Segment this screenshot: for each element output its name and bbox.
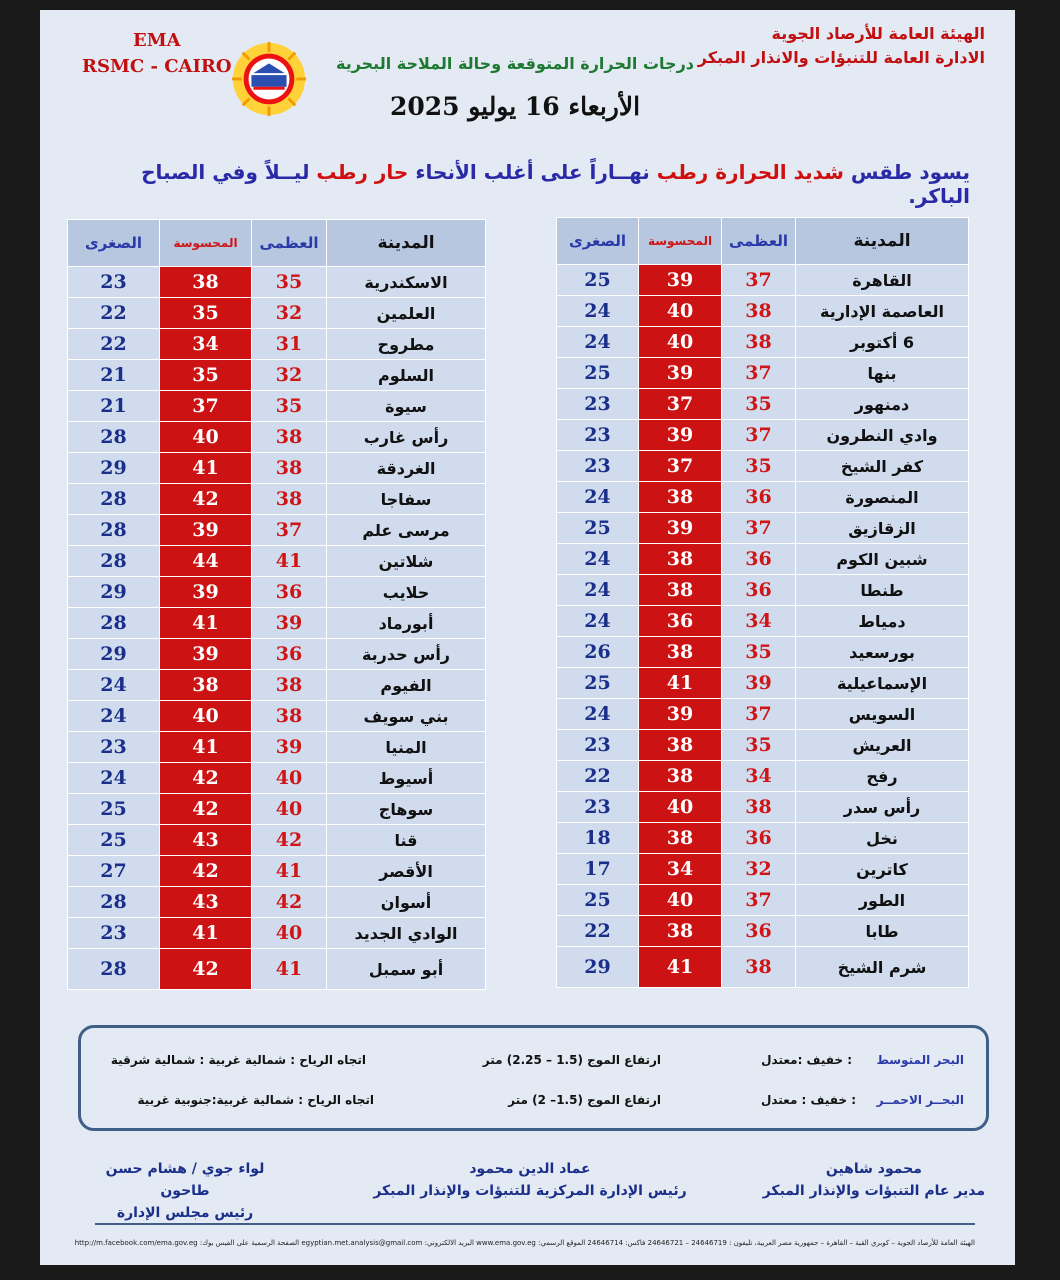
city-cell: وادي النطرون [796, 420, 969, 451]
max-temp-cell: 37 [722, 265, 796, 296]
min-temp-cell: 24 [557, 575, 639, 606]
feels-like-cell: 38 [639, 730, 722, 761]
temperature-table-left [67, 219, 486, 990]
feels-like-cell: 42 [160, 763, 252, 794]
table-row [557, 761, 969, 792]
feels-like-cell: 40 [160, 422, 252, 453]
city-cell: بنها [796, 358, 969, 389]
city-cell: سوهاج [327, 794, 486, 825]
max-temp-cell: 36 [722, 482, 796, 513]
table-row [557, 296, 969, 327]
max-temp-cell: 40 [252, 918, 327, 949]
min-temp-cell: 25 [557, 668, 639, 699]
sea-conditions-box [78, 1025, 989, 1131]
feels-like-cell: 41 [160, 732, 252, 763]
min-temp-cell: 22 [68, 298, 160, 329]
city-cell: رأس حدربة [327, 639, 486, 670]
city-cell: سفاجا [327, 484, 486, 515]
max-temp-cell: 38 [252, 484, 327, 515]
feels-like-cell: 42 [160, 794, 252, 825]
min-temp-cell: 25 [557, 513, 639, 544]
table-row [68, 701, 486, 732]
signature-title: رئيس الإدارة المركزية للتنبؤات والإنذار المبكر [373, 1183, 687, 1199]
feels-like-cell: 38 [639, 637, 722, 668]
min-temp-cell: 23 [557, 451, 639, 482]
feels-like-cell: 40 [639, 792, 722, 823]
table-row [68, 298, 486, 329]
feels-like-cell: 39 [160, 639, 252, 670]
city-cell: بورسعيد [796, 637, 969, 668]
city-cell: العاصمة الإدارية [796, 296, 969, 327]
min-temp-cell: 28 [68, 949, 160, 990]
max-temp-cell: 35 [252, 391, 327, 422]
table-row [557, 451, 969, 482]
feels-like-cell: 36 [639, 606, 722, 637]
max-temp-cell: 37 [722, 513, 796, 544]
min-temp-cell: 23 [557, 792, 639, 823]
bulletin-sheet [40, 10, 1015, 1265]
feels-like-cell: 42 [160, 949, 252, 990]
min-temp-cell: 23 [68, 918, 160, 949]
feels-like-cell: 39 [639, 420, 722, 451]
city-cell: الوادي الجديد [327, 918, 486, 949]
table-row [557, 482, 969, 513]
feels-like-cell: 42 [160, 856, 252, 887]
table-row [68, 856, 486, 887]
table-row [557, 420, 969, 451]
signature-title: مدير عام التنبؤات والإنذار المبكر [762, 1183, 985, 1199]
max-temp-cell: 37 [722, 699, 796, 730]
table-row [557, 637, 969, 668]
table-row [68, 670, 486, 701]
table-row [68, 763, 486, 794]
max-temp-cell: 36 [722, 544, 796, 575]
feels-like-cell: 39 [639, 513, 722, 544]
feels-like-cell: 38 [639, 916, 722, 947]
feels-like-cell: 43 [160, 825, 252, 856]
wind-direction-med: اتجاه الرياح : شمالية غربية : شمالية شرقية [110, 1053, 366, 1067]
feels-like-cell: 38 [639, 761, 722, 792]
table-row [68, 949, 486, 990]
min-temp-cell: 23 [557, 389, 639, 420]
min-temp-cell: 25 [557, 885, 639, 916]
min-temp-cell: 17 [557, 854, 639, 885]
max-temp-cell: 38 [252, 670, 327, 701]
max-temp-cell: 35 [722, 730, 796, 761]
feels-like-cell: 41 [160, 453, 252, 484]
min-temp-cell: 25 [68, 794, 160, 825]
feels-like-cell: 34 [160, 329, 252, 360]
city-cell: أسيوط [327, 763, 486, 794]
org-ar-line-1: الهيئة العامة للأرصاد الجوية [771, 24, 985, 43]
max-temp-cell: 40 [252, 794, 327, 825]
city-cell: مرسى علم [327, 515, 486, 546]
max-temp-cell: 34 [722, 606, 796, 637]
city-cell: الاسكندرية [327, 267, 486, 298]
col-header-city: المدينة [327, 220, 486, 267]
min-temp-cell: 24 [557, 327, 639, 358]
city-cell: 6 أكتوبر [796, 327, 969, 358]
city-cell: طابا [796, 916, 969, 947]
table-row [68, 360, 486, 391]
feels-like-cell: 39 [639, 265, 722, 296]
feels-like-cell: 34 [639, 854, 722, 885]
feels-like-cell: 41 [639, 668, 722, 699]
min-temp-cell: 28 [68, 515, 160, 546]
max-temp-cell: 35 [722, 389, 796, 420]
city-cell: أبورماد [327, 608, 486, 639]
bulletin-date: الأربعاء 16 يوليو 2025 [389, 92, 641, 121]
org-arabic [698, 22, 985, 70]
min-temp-cell: 25 [557, 265, 639, 296]
col-header-feel: المحسوسة [160, 220, 252, 267]
feels-like-cell: 37 [639, 451, 722, 482]
city-cell: السلوم [327, 360, 486, 391]
table-row [68, 329, 486, 360]
city-cell: أبو سمبل [327, 949, 486, 990]
city-cell: الأقصر [327, 856, 486, 887]
max-temp-cell: 41 [252, 856, 327, 887]
min-temp-cell: 29 [68, 639, 160, 670]
table-header-row [557, 218, 969, 265]
table-row [557, 792, 969, 823]
max-temp-cell: 41 [252, 949, 327, 990]
feels-like-cell: 35 [160, 360, 252, 391]
max-temp-cell: 38 [722, 296, 796, 327]
min-temp-cell: 28 [68, 422, 160, 453]
city-cell: العريش [796, 730, 969, 761]
feels-like-cell: 43 [160, 887, 252, 918]
city-cell: نخل [796, 823, 969, 854]
min-temp-cell: 27 [68, 856, 160, 887]
min-temp-cell: 23 [68, 267, 160, 298]
feels-like-cell: 42 [160, 484, 252, 515]
table-row [68, 825, 486, 856]
feels-like-cell: 37 [639, 389, 722, 420]
headline-part-5: ليــلاً وفي الصباح الباكر. [141, 160, 970, 208]
min-temp-cell: 23 [557, 420, 639, 451]
col-header-max: العظمى [252, 220, 327, 267]
city-cell: رأس سدر [796, 792, 969, 823]
min-temp-cell: 28 [68, 608, 160, 639]
table-row [557, 916, 969, 947]
min-temp-cell: 21 [68, 391, 160, 422]
max-temp-cell: 36 [722, 823, 796, 854]
min-temp-cell: 23 [68, 732, 160, 763]
city-cell: حلايب [327, 577, 486, 608]
min-temp-cell: 29 [68, 453, 160, 484]
table-row [68, 484, 486, 515]
table-row [557, 823, 969, 854]
min-temp-cell: 24 [68, 670, 160, 701]
max-temp-cell: 38 [252, 422, 327, 453]
table-row [557, 389, 969, 420]
org-ar-line-2: الادارة العامة للتنبؤات والانذار المبكر [697, 48, 985, 67]
feels-like-cell: 40 [639, 327, 722, 358]
table-row [68, 887, 486, 918]
min-temp-cell: 24 [68, 763, 160, 794]
headline-part-2: شديد الحرارة رطب [656, 160, 844, 184]
min-temp-cell: 28 [68, 546, 160, 577]
city-cell: قنا [327, 825, 486, 856]
city-cell: طنطا [796, 575, 969, 606]
city-cell: الطور [796, 885, 969, 916]
feels-like-cell: 39 [160, 515, 252, 546]
table-row [68, 577, 486, 608]
bulletin-subtitle: درجات الحرارة المتوقعة وحالة الملاحة البحرية [335, 54, 694, 73]
max-temp-cell: 32 [722, 854, 796, 885]
city-cell: الغردقة [327, 453, 486, 484]
city-cell: رأس غارب [327, 422, 486, 453]
city-cell: شبين الكوم [796, 544, 969, 575]
min-temp-cell: 24 [557, 699, 639, 730]
feels-like-cell: 38 [639, 823, 722, 854]
feels-like-cell: 41 [160, 918, 252, 949]
table-row [68, 608, 486, 639]
max-temp-cell: 32 [252, 360, 327, 391]
min-temp-cell: 29 [68, 577, 160, 608]
city-cell: المنيا [327, 732, 486, 763]
table-row [68, 267, 486, 298]
min-temp-cell: 23 [557, 730, 639, 761]
min-temp-cell: 18 [557, 823, 639, 854]
city-cell: مطروح [327, 329, 486, 360]
city-cell: الفيوم [327, 670, 486, 701]
table-row [557, 544, 969, 575]
table-row [68, 918, 486, 949]
city-cell: كاترين [796, 854, 969, 885]
table-row [68, 794, 486, 825]
city-cell: كفر الشيخ [796, 451, 969, 482]
min-temp-cell: 22 [557, 761, 639, 792]
max-temp-cell: 35 [252, 267, 327, 298]
feels-like-cell: 44 [160, 546, 252, 577]
col-header-feel: المحسوسة [639, 218, 722, 265]
ema-logo-icon [230, 40, 308, 118]
signature-name: عماد الدين محمود [469, 1161, 591, 1177]
temperature-table-right [556, 217, 969, 988]
max-temp-cell: 36 [252, 639, 327, 670]
max-temp-cell: 37 [722, 885, 796, 916]
city-cell: شلاتين [327, 546, 486, 577]
max-temp-cell: 38 [722, 792, 796, 823]
city-cell: دمنهور [796, 389, 969, 420]
max-temp-cell: 35 [722, 637, 796, 668]
min-temp-cell: 24 [557, 606, 639, 637]
max-temp-cell: 31 [252, 329, 327, 360]
table-row [557, 358, 969, 389]
signature-name: لواء جوي / هشام حسن طاحون [105, 1161, 265, 1199]
max-temp-cell: 38 [722, 327, 796, 358]
city-cell: سيوة [327, 391, 486, 422]
table-row [557, 606, 969, 637]
wind-direction-red: اتجاه الرياح : شمالية غربية:جنوبية غربية [137, 1093, 374, 1107]
footer-divider [95, 1223, 975, 1225]
max-temp-cell: 36 [722, 916, 796, 947]
feels-like-cell: 39 [639, 358, 722, 389]
col-header-min: الصغرى [68, 220, 160, 267]
max-temp-cell: 37 [722, 420, 796, 451]
max-temp-cell: 39 [252, 732, 327, 763]
max-temp-cell: 36 [722, 575, 796, 606]
max-temp-cell: 38 [722, 947, 796, 988]
signature-1 [763, 1158, 985, 1202]
table-row [68, 546, 486, 577]
signature-2 [370, 1158, 690, 1202]
org-english [82, 28, 232, 80]
table-row [68, 422, 486, 453]
city-cell: المنصورة [796, 482, 969, 513]
max-temp-cell: 38 [252, 453, 327, 484]
feels-like-cell: 35 [160, 298, 252, 329]
city-cell: دمياط [796, 606, 969, 637]
feels-like-cell: 40 [160, 701, 252, 732]
min-temp-cell: 26 [557, 637, 639, 668]
city-cell: الزقازيق [796, 513, 969, 544]
wave-height-red: ارتفاع الموج (1.5– 2) متر [508, 1093, 661, 1107]
min-temp-cell: 28 [68, 484, 160, 515]
min-temp-cell: 25 [68, 825, 160, 856]
table-header-row [68, 220, 486, 267]
table-row [68, 515, 486, 546]
max-temp-cell: 39 [722, 668, 796, 699]
city-cell: العلمين [327, 298, 486, 329]
max-temp-cell: 41 [252, 546, 327, 577]
min-temp-cell: 22 [557, 916, 639, 947]
feels-like-cell: 41 [639, 947, 722, 988]
table-row [557, 699, 969, 730]
col-header-max: العظمى [722, 218, 796, 265]
signature-name: محمود شاهين [825, 1161, 922, 1177]
min-temp-cell: 24 [557, 296, 639, 327]
headline-part-4: حار رطب [316, 160, 409, 184]
city-cell: الإسماعيلية [796, 668, 969, 699]
max-temp-cell: 36 [252, 577, 327, 608]
min-temp-cell: 25 [557, 358, 639, 389]
max-temp-cell: 40 [252, 763, 327, 794]
max-temp-cell: 32 [252, 298, 327, 329]
city-cell: بني سويف [327, 701, 486, 732]
min-temp-cell: 21 [68, 360, 160, 391]
footer-contact: الهيئة العامة للأرصاد الجوية – كوبري القبة – القاهرة – جمهورية مصر العربية، تليفون : 24646719 – 24646721 فاكس: 24646714 الموقع الرسمي: www.ema.gov.eg البريد الالكتروني: egyptian.met.analysis@gmail.com الصفحة الرسمية على الفيس بوك: http://m.facebook.com/ema.gov.eg [74, 1239, 975, 1247]
table-row [557, 575, 969, 606]
signature-3 [80, 1158, 290, 1224]
sea-state-med: : خفيف :معتدل [761, 1053, 852, 1067]
min-temp-cell: 24 [557, 544, 639, 575]
min-temp-cell: 22 [68, 329, 160, 360]
table-row [68, 391, 486, 422]
feels-like-cell: 40 [639, 885, 722, 916]
table-row [68, 453, 486, 484]
feels-like-cell: 37 [160, 391, 252, 422]
org-en-line-2: RSMC - CAIRO [82, 56, 232, 77]
org-en-line-1: EMA [132, 30, 181, 51]
feels-like-cell: 41 [160, 608, 252, 639]
table-row [557, 327, 969, 358]
weather-headline [100, 160, 970, 208]
table-row [68, 732, 486, 763]
feels-like-cell: 39 [639, 699, 722, 730]
min-temp-cell: 24 [557, 482, 639, 513]
feels-like-cell: 39 [160, 577, 252, 608]
sea-state-red: : خفيف : معتدل [760, 1093, 856, 1107]
max-temp-cell: 34 [722, 761, 796, 792]
table-row [557, 947, 969, 988]
sea-name-med: البحر المتوسط [876, 1053, 964, 1067]
headline-part-1: يسود طقس [843, 160, 970, 184]
city-cell: رفح [796, 761, 969, 792]
feels-like-cell: 38 [160, 670, 252, 701]
max-temp-cell: 39 [252, 608, 327, 639]
sea-name-red: البحــر الاحمــر [876, 1093, 964, 1107]
max-temp-cell: 42 [252, 825, 327, 856]
city-cell: القاهرة [796, 265, 969, 296]
signature-title: رئيس مجلس الإدارة [116, 1205, 254, 1221]
max-temp-cell: 38 [252, 701, 327, 732]
max-temp-cell: 37 [722, 358, 796, 389]
table-row [557, 513, 969, 544]
feels-like-cell: 38 [639, 482, 722, 513]
col-header-city: المدينة [796, 218, 969, 265]
min-temp-cell: 24 [68, 701, 160, 732]
table-row [68, 639, 486, 670]
max-temp-cell: 35 [722, 451, 796, 482]
city-cell: أسوان [327, 887, 486, 918]
table-row [557, 885, 969, 916]
max-temp-cell: 37 [252, 515, 327, 546]
feels-like-cell: 38 [160, 267, 252, 298]
col-header-min: الصغرى [557, 218, 639, 265]
table-row [557, 265, 969, 296]
feels-like-cell: 40 [639, 296, 722, 327]
wave-height-med: ارتفاع الموج (1.5 – 2.25) متر [482, 1053, 661, 1067]
headline-part-3: نهــاراً على أغلب الأنحاء [408, 160, 657, 184]
feels-like-cell: 38 [639, 544, 722, 575]
feels-like-cell: 38 [639, 575, 722, 606]
max-temp-cell: 42 [252, 887, 327, 918]
min-temp-cell: 28 [68, 887, 160, 918]
table-row [557, 668, 969, 699]
city-cell: شرم الشيخ [796, 947, 969, 988]
min-temp-cell: 29 [557, 947, 639, 988]
city-cell: السويس [796, 699, 969, 730]
table-row [557, 730, 969, 761]
table-row [557, 854, 969, 885]
